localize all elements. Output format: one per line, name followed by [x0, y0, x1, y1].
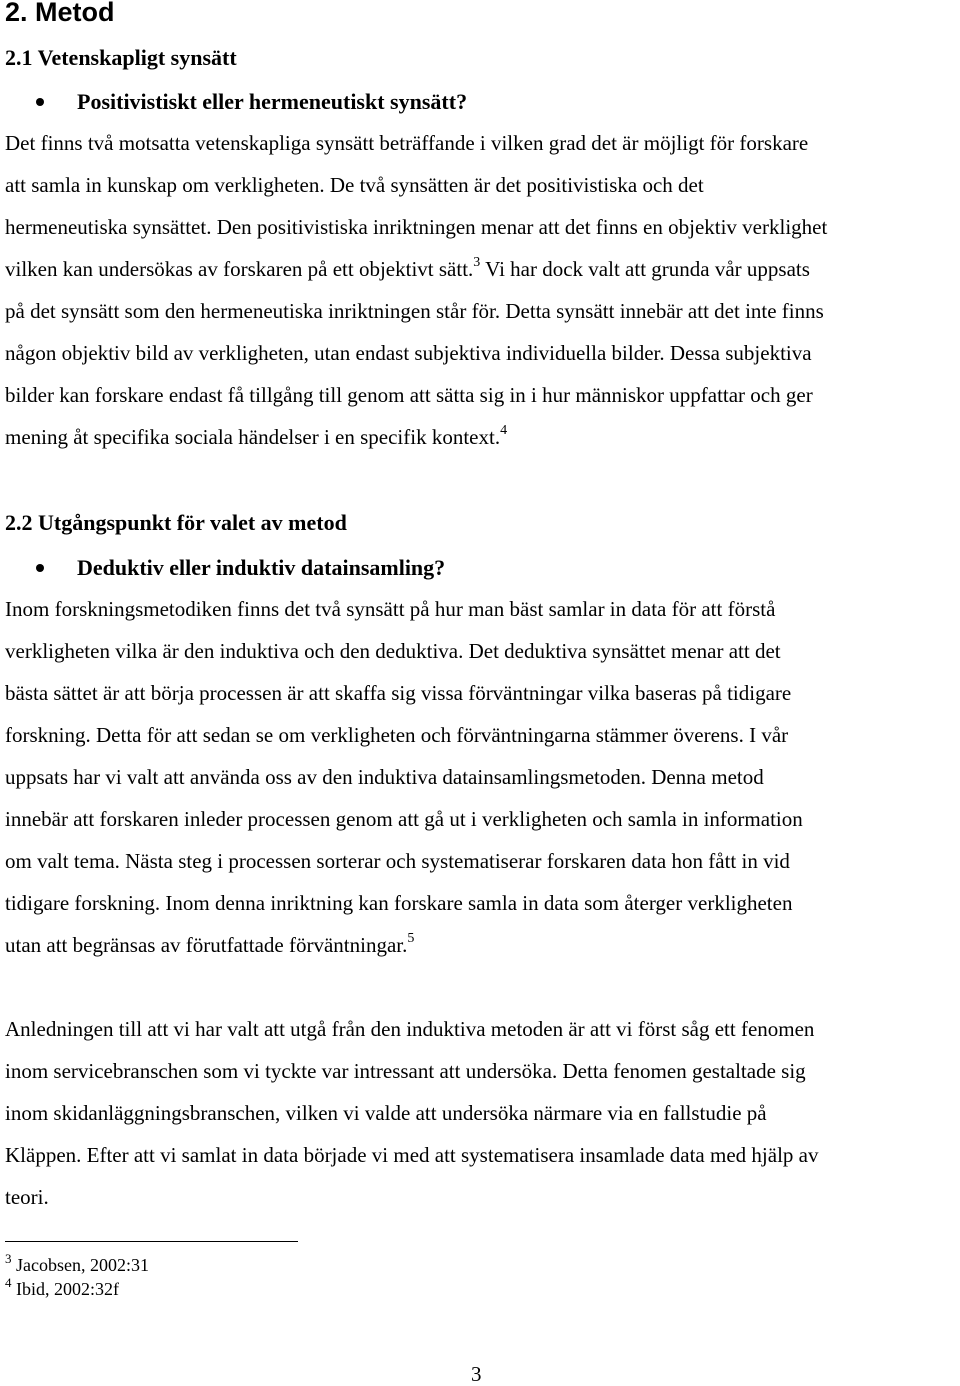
- text-line: forskning. Detta för att sedan se om verkligheten och förväntningarna stämmer överens. I vår: [5, 723, 789, 747]
- footnote-number: 3: [5, 1251, 12, 1266]
- footnote-3: [5, 1251, 149, 1276]
- footnote-text: Ibid, 2002:32f: [16, 1279, 119, 1299]
- bullet-dot-icon: [36, 564, 44, 572]
- text-line: [5, 416, 955, 458]
- text-line: om valt tema. Nästa steg i processen sorterar och systematiserar forskaren data hon fått in vid: [5, 849, 790, 873]
- text-line: att samla in kunskap om verkligheten. De två synsätten är det positivistiska och det: [5, 173, 704, 197]
- bullet-text: Positivistiskt eller hermeneutiskt synsätt?: [77, 89, 468, 114]
- section-heading-2-2: 2.2 Utgångspunkt för valet av metod: [5, 510, 347, 535]
- bullet-text: Deduktiv eller induktiv datainsamling?: [77, 555, 446, 580]
- text-segment: vilken kan undersökas av forskaren på ett objektivt sätt.: [5, 257, 474, 281]
- text-line: någon objektiv bild av verkligheten, utan endast subjektiva individuella bilder. Dessa subjektiva: [5, 341, 812, 365]
- text-segment: utan att begränsas av förutfattade förväntningar.: [5, 933, 408, 957]
- footnote-number: 4: [5, 1275, 12, 1290]
- text-line: Anledningen till att vi har valt att utgå från den induktiva metoden är att vi först såg ett fenomen: [5, 1017, 815, 1041]
- paragraph-vetenskapligt-synsatt: [5, 122, 955, 458]
- text-line: inom skidanläggningsbranschen, vilken vi valde att undersöka närmare via en fallstudie på: [5, 1101, 767, 1125]
- chapter-heading: 2. Metod: [5, 0, 115, 27]
- footnote-text: Jacobsen, 2002:31: [16, 1255, 149, 1275]
- text-line: verkligheten vilka är den induktiva och den deduktiva. Det deduktiva synsättet menar att det: [5, 639, 781, 663]
- text-line: teori.: [5, 1185, 49, 1209]
- text-line: [5, 248, 955, 290]
- text-segment: mening åt specifika sociala händelser i en specifik kontext.: [5, 425, 501, 449]
- text-line: inom servicebranschen som vi tyckte var intressant att undersöka. Detta fenomen gestaltade sig: [5, 1059, 806, 1083]
- page-number: 3: [471, 1362, 482, 1386]
- text-line: tidigare forskning. Inom denna inriktning kan forskare samla in data som återger verkligheten: [5, 891, 793, 915]
- footnote-reference-5[interactable]: 5: [407, 931, 415, 946]
- text-line: [5, 924, 955, 966]
- text-line: bästa sättet är att börja processen är att skaffa sig vissa förväntningar vilka baseras på tidigare: [5, 681, 792, 705]
- text-line: uppsats har vi valt att använda oss av den induktiva datainsamlingsmetoden. Denna metod: [5, 765, 764, 789]
- bullet-dot-icon: [36, 98, 44, 106]
- footnote-reference-4[interactable]: 4: [500, 423, 508, 438]
- footnote-4: [5, 1275, 119, 1300]
- footnote-separator: [5, 1241, 298, 1242]
- footnote-reference-3[interactable]: 3: [473, 255, 481, 270]
- paragraph-utgangspunkt: [5, 588, 955, 966]
- text-line: Kläppen. Efter att vi samlat in data började vi med att systematisera insamlade data med hjälp av: [5, 1143, 819, 1167]
- text-line: Inom forskningsmetodiken finns det två synsätt på hur man bäst samlar in data för att förstå: [5, 597, 776, 621]
- text-line: hermeneutiska synsättet. Den positivistiska inriktningen menar att det finns en objektiv verklighet: [5, 215, 828, 239]
- section-heading-2-1: 2.1 Vetenskapligt synsätt: [5, 45, 237, 70]
- text-segment: Vi har dock valt att grunda vår uppsats: [485, 257, 810, 281]
- paragraph-anledningen: [5, 1008, 955, 1218]
- text-line: bilder kan forskare endast få tillgång till genom att sätta sig in i hur människor uppfattar och ger: [5, 383, 813, 407]
- text-line: Det finns två motsatta vetenskapliga synsätt beträffande i vilken grad det är möjligt för forskare: [5, 131, 809, 155]
- text-line: innebär att forskaren inleder processen genom att gå ut i verkligheten och samla in information: [5, 807, 803, 831]
- text-line: på det synsätt som den hermeneutiska inriktningen står för. Detta synsätt innebär att det inte finns: [5, 299, 824, 323]
